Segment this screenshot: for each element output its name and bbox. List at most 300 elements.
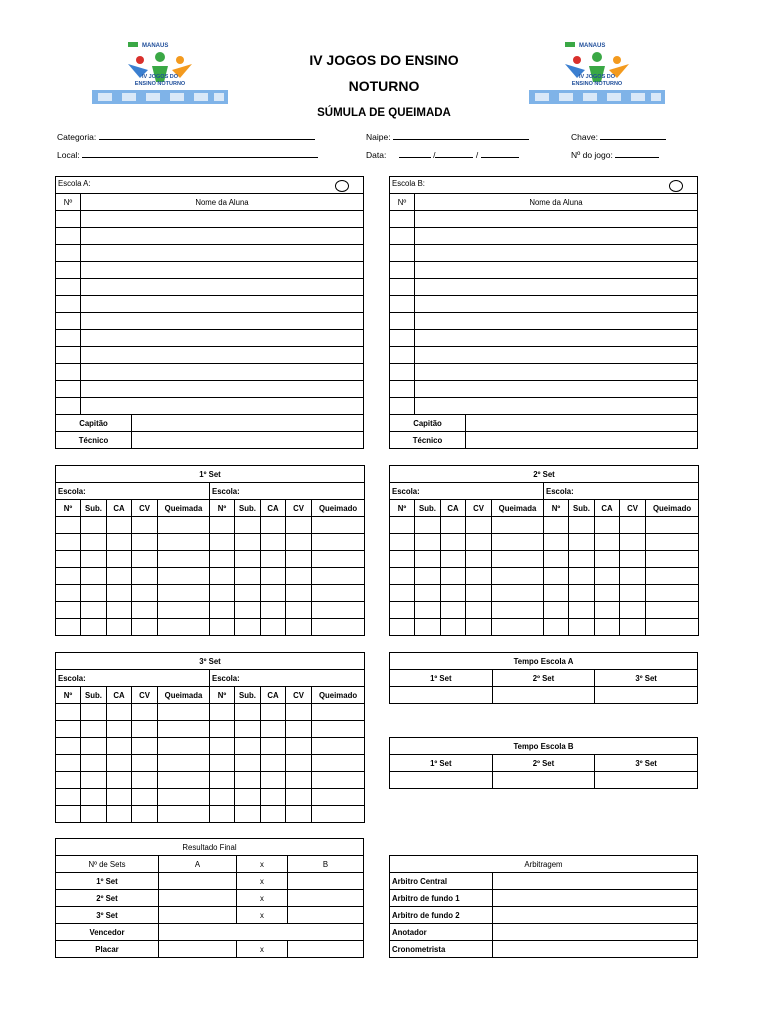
set2-entry-cell[interactable] [466, 517, 492, 534]
set3-entry-cell[interactable] [81, 789, 107, 806]
set2-entry-cell[interactable] [569, 517, 595, 534]
set2-entry-cell[interactable] [415, 568, 441, 585]
set1-entry-cell[interactable] [81, 534, 107, 551]
set3-entry-cell[interactable] [158, 789, 210, 806]
set3-entry-cell[interactable] [286, 806, 312, 823]
set3-entry-cell[interactable] [261, 738, 286, 755]
team-a-player-number-cell[interactable] [56, 211, 81, 228]
team-a-player-number-cell[interactable] [56, 381, 81, 398]
set2-entry-cell[interactable] [492, 568, 544, 585]
set3-entry-cell[interactable] [158, 806, 210, 823]
set2-entry-cell[interactable] [595, 602, 620, 619]
set3-school-right-label[interactable]: Escola: [210, 670, 365, 687]
set3-entry-cell[interactable] [235, 721, 261, 738]
team-b-player-name-cell[interactable] [415, 347, 698, 364]
set3-entry-cell[interactable] [81, 806, 107, 823]
set3-entry-cell[interactable] [210, 755, 235, 772]
set1-entry-cell[interactable] [56, 534, 81, 551]
set2-entry-cell[interactable] [620, 602, 646, 619]
team-b-marker-circle[interactable] [669, 180, 683, 192]
set2-entry-cell[interactable] [595, 551, 620, 568]
set3-entry-cell[interactable] [132, 721, 158, 738]
set3-entry-cell[interactable] [158, 738, 210, 755]
set1-entry-cell[interactable] [81, 551, 107, 568]
set2-entry-cell[interactable] [415, 517, 441, 534]
team-b-player-number-cell[interactable] [390, 228, 415, 245]
set3-entry-cell[interactable] [56, 789, 81, 806]
tempo-b-set3-cell[interactable] [595, 772, 698, 789]
set2-entry-cell[interactable] [466, 602, 492, 619]
set1-entry-cell[interactable] [81, 517, 107, 534]
set2-entry-cell[interactable] [646, 551, 699, 568]
team-a-player-name-cell[interactable] [81, 228, 364, 245]
team-b-player-number-cell[interactable] [390, 364, 415, 381]
set1-entry-cell[interactable] [132, 568, 158, 585]
naipe-field[interactable] [366, 131, 529, 142]
set2-entry-cell[interactable] [544, 568, 569, 585]
set1-entry-cell[interactable] [158, 602, 210, 619]
team-a-player-number-cell[interactable] [56, 330, 81, 347]
team-b-player-name-cell[interactable] [415, 228, 698, 245]
team-a-player-number-cell[interactable] [56, 313, 81, 330]
set2-entry-cell[interactable] [620, 585, 646, 602]
set3-entry-cell[interactable] [56, 772, 81, 789]
set1-entry-cell[interactable] [235, 568, 261, 585]
team-b-player-name-cell[interactable] [415, 262, 698, 279]
arbitragem-central-field[interactable] [493, 873, 698, 890]
team-b-player-number-cell[interactable] [390, 296, 415, 313]
set1-entry-cell[interactable] [261, 568, 286, 585]
team-a-header[interactable] [56, 177, 364, 194]
set3-entry-cell[interactable] [56, 704, 81, 721]
set2-entry-cell[interactable] [646, 534, 699, 551]
set1-entry-cell[interactable] [286, 517, 312, 534]
set2-entry-cell[interactable] [569, 619, 595, 636]
set3-entry-cell[interactable] [312, 721, 365, 738]
set2-entry-cell[interactable] [390, 517, 415, 534]
set2-entry-cell[interactable] [544, 619, 569, 636]
arbitragem-cronometrista-field[interactable] [493, 941, 698, 958]
set2-entry-cell[interactable] [544, 585, 569, 602]
team-b-player-number-cell[interactable] [390, 211, 415, 228]
set3-entry-cell[interactable] [235, 772, 261, 789]
set2-entry-cell[interactable] [466, 568, 492, 585]
set2-entry-cell[interactable] [441, 534, 466, 551]
resultado-set2-b[interactable] [288, 890, 364, 907]
set2-entry-cell[interactable] [441, 568, 466, 585]
set3-entry-cell[interactable] [158, 772, 210, 789]
set2-entry-cell[interactable] [466, 619, 492, 636]
arbitragem-anotador-field[interactable] [493, 924, 698, 941]
team-a-player-name-cell[interactable] [81, 330, 364, 347]
set2-entry-cell[interactable] [441, 551, 466, 568]
set2-entry-cell[interactable] [569, 585, 595, 602]
set2-entry-cell[interactable] [415, 551, 441, 568]
set2-entry-cell[interactable] [620, 568, 646, 585]
set1-entry-cell[interactable] [158, 551, 210, 568]
set3-entry-cell[interactable] [132, 704, 158, 721]
set1-entry-cell[interactable] [286, 551, 312, 568]
team-a-coach-field[interactable] [132, 432, 364, 449]
team-b-player-number-cell[interactable] [390, 313, 415, 330]
set3-entry-cell[interactable] [107, 755, 132, 772]
team-b-header[interactable] [390, 177, 698, 194]
team-a-player-number-cell[interactable] [56, 228, 81, 245]
set1-entry-cell[interactable] [158, 619, 210, 636]
set3-entry-cell[interactable] [132, 772, 158, 789]
set3-entry-cell[interactable] [286, 738, 312, 755]
set1-entry-cell[interactable] [56, 602, 81, 619]
set2-entry-cell[interactable] [544, 602, 569, 619]
team-a-player-number-cell[interactable] [56, 262, 81, 279]
set3-entry-cell[interactable] [312, 755, 365, 772]
set1-school-right-label[interactable]: Escola: [210, 483, 365, 500]
set3-entry-cell[interactable] [210, 721, 235, 738]
set3-entry-cell[interactable] [235, 806, 261, 823]
set3-entry-cell[interactable] [81, 772, 107, 789]
team-a-player-name-cell[interactable] [81, 347, 364, 364]
set3-entry-cell[interactable] [286, 789, 312, 806]
set3-entry-cell[interactable] [210, 789, 235, 806]
set2-entry-cell[interactable] [492, 602, 544, 619]
set2-school-left-label[interactable]: Escola: [390, 483, 544, 500]
team-b-player-name-cell[interactable] [415, 364, 698, 381]
set3-entry-cell[interactable] [235, 789, 261, 806]
team-a-player-number-cell[interactable] [56, 245, 81, 262]
tempo-b-set1-cell[interactable] [390, 772, 493, 789]
tempo-a-set2-cell[interactable] [492, 687, 595, 704]
set2-entry-cell[interactable] [466, 551, 492, 568]
set3-entry-cell[interactable] [312, 806, 365, 823]
resultado-set1-a[interactable] [159, 873, 237, 890]
set3-entry-cell[interactable] [158, 721, 210, 738]
set1-entry-cell[interactable] [158, 568, 210, 585]
set3-entry-cell[interactable] [286, 772, 312, 789]
set3-entry-cell[interactable] [158, 704, 210, 721]
team-b-player-name-cell[interactable] [415, 313, 698, 330]
team-a-player-name-cell[interactable] [81, 296, 364, 313]
set2-entry-cell[interactable] [595, 568, 620, 585]
tempo-b-set2-cell[interactable] [492, 772, 595, 789]
arbitragem-fundo-1-field[interactable] [493, 890, 698, 907]
set3-school-left-label[interactable]: Escola: [56, 670, 210, 687]
set3-entry-cell[interactable] [261, 721, 286, 738]
set1-entry-cell[interactable] [210, 602, 235, 619]
set1-entry-cell[interactable] [107, 517, 132, 534]
set2-entry-cell[interactable] [390, 585, 415, 602]
set3-entry-cell[interactable] [107, 772, 132, 789]
set3-entry-cell[interactable] [235, 755, 261, 772]
resultado-placar-b[interactable] [288, 941, 364, 958]
set3-entry-cell[interactable] [56, 806, 81, 823]
set1-entry-cell[interactable] [132, 585, 158, 602]
set1-entry-cell[interactable] [312, 534, 365, 551]
resultado-placar-a[interactable] [159, 941, 237, 958]
set3-entry-cell[interactable] [158, 755, 210, 772]
set2-entry-cell[interactable] [390, 602, 415, 619]
set1-entry-cell[interactable] [261, 551, 286, 568]
set3-entry-cell[interactable] [312, 738, 365, 755]
set3-entry-cell[interactable] [210, 772, 235, 789]
set1-entry-cell[interactable] [210, 619, 235, 636]
set2-entry-cell[interactable] [569, 534, 595, 551]
set1-entry-cell[interactable] [312, 551, 365, 568]
resultado-set3-a[interactable] [159, 907, 237, 924]
set1-entry-cell[interactable] [56, 568, 81, 585]
arbitragem-fundo-2-field[interactable] [493, 907, 698, 924]
set2-entry-cell[interactable] [441, 585, 466, 602]
set2-entry-cell[interactable] [544, 534, 569, 551]
set2-entry-cell[interactable] [415, 534, 441, 551]
set3-entry-cell[interactable] [286, 721, 312, 738]
set1-entry-cell[interactable] [235, 585, 261, 602]
set1-entry-cell[interactable] [312, 568, 365, 585]
team-b-player-name-cell[interactable] [415, 398, 698, 415]
set2-entry-cell[interactable] [492, 619, 544, 636]
team-b-player-name-cell[interactable] [415, 211, 698, 228]
set2-entry-cell[interactable] [466, 534, 492, 551]
resultado-set1-b[interactable] [288, 873, 364, 890]
set2-entry-cell[interactable] [441, 517, 466, 534]
set1-entry-cell[interactable] [132, 534, 158, 551]
team-b-player-name-cell[interactable] [415, 381, 698, 398]
set1-entry-cell[interactable] [261, 619, 286, 636]
categoria-field[interactable] [57, 131, 315, 142]
set1-entry-cell[interactable] [56, 551, 81, 568]
set2-entry-cell[interactable] [390, 568, 415, 585]
set3-entry-cell[interactable] [261, 772, 286, 789]
set1-school-left-label[interactable]: Escola: [56, 483, 210, 500]
set3-entry-cell[interactable] [56, 738, 81, 755]
set3-entry-cell[interactable] [235, 704, 261, 721]
team-a-player-name-cell[interactable] [81, 211, 364, 228]
set2-entry-cell[interactable] [620, 551, 646, 568]
team-b-player-number-cell[interactable] [390, 398, 415, 415]
set3-entry-cell[interactable] [210, 738, 235, 755]
set3-entry-cell[interactable] [235, 738, 261, 755]
set2-entry-cell[interactable] [544, 551, 569, 568]
team-a-marker-circle[interactable] [335, 180, 349, 192]
chave-field[interactable] [571, 131, 666, 142]
set2-entry-cell[interactable] [415, 602, 441, 619]
set1-entry-cell[interactable] [107, 568, 132, 585]
team-a-player-name-cell[interactable] [81, 279, 364, 296]
set2-entry-cell[interactable] [646, 568, 699, 585]
set3-entry-cell[interactable] [312, 772, 365, 789]
set1-entry-cell[interactable] [261, 585, 286, 602]
set2-school-right-label[interactable]: Escola: [544, 483, 699, 500]
set1-entry-cell[interactable] [81, 602, 107, 619]
set3-entry-cell[interactable] [81, 721, 107, 738]
set1-entry-cell[interactable] [261, 534, 286, 551]
set1-entry-cell[interactable] [158, 585, 210, 602]
set2-entry-cell[interactable] [492, 551, 544, 568]
team-a-player-name-cell[interactable] [81, 364, 364, 381]
resultado-set3-b[interactable] [288, 907, 364, 924]
set2-entry-cell[interactable] [595, 534, 620, 551]
set3-entry-cell[interactable] [261, 806, 286, 823]
team-a-player-name-cell[interactable] [81, 262, 364, 279]
set2-entry-cell[interactable] [415, 585, 441, 602]
set2-entry-cell[interactable] [595, 585, 620, 602]
team-b-player-number-cell[interactable] [390, 347, 415, 364]
team-a-player-number-cell[interactable] [56, 398, 81, 415]
set3-entry-cell[interactable] [312, 704, 365, 721]
team-b-player-name-cell[interactable] [415, 296, 698, 313]
set2-entry-cell[interactable] [492, 517, 544, 534]
set1-entry-cell[interactable] [81, 619, 107, 636]
resultado-set2-a[interactable] [159, 890, 237, 907]
team-b-captain-field[interactable] [466, 415, 698, 432]
set1-entry-cell[interactable] [312, 585, 365, 602]
set1-entry-cell[interactable] [261, 602, 286, 619]
set3-entry-cell[interactable] [56, 755, 81, 772]
set1-entry-cell[interactable] [132, 517, 158, 534]
team-a-captain-field[interactable] [132, 415, 364, 432]
set1-entry-cell[interactable] [286, 585, 312, 602]
set2-entry-cell[interactable] [492, 534, 544, 551]
team-a-player-name-cell[interactable] [81, 381, 364, 398]
team-a-player-name-cell[interactable] [81, 313, 364, 330]
team-b-coach-field[interactable] [466, 432, 698, 449]
set1-entry-cell[interactable] [312, 619, 365, 636]
set2-entry-cell[interactable] [569, 568, 595, 585]
team-b-player-number-cell[interactable] [390, 245, 415, 262]
set3-entry-row [56, 721, 365, 738]
set1-entry-cell[interactable] [107, 585, 132, 602]
set3-entry-cell[interactable] [132, 755, 158, 772]
set3-entry-cell[interactable] [81, 755, 107, 772]
set1-entry-cell[interactable] [107, 534, 132, 551]
set3-entry-cell[interactable] [81, 738, 107, 755]
set1-entry-cell[interactable] [286, 568, 312, 585]
set3-entry-cell[interactable] [286, 704, 312, 721]
team-b-player-name-cell[interactable] [415, 330, 698, 347]
set3-entry-cell[interactable] [107, 721, 132, 738]
set1-entry-cell[interactable] [132, 551, 158, 568]
set2-entry-cell[interactable] [646, 602, 699, 619]
set2-entry-cell[interactable] [620, 534, 646, 551]
team-a-player-name-cell[interactable] [81, 245, 364, 262]
set1-entry-cell[interactable] [210, 585, 235, 602]
set1-entry-cell[interactable] [210, 568, 235, 585]
set3-entry-cell[interactable] [107, 704, 132, 721]
set1-entry-cell[interactable] [210, 551, 235, 568]
jogo-field[interactable] [571, 149, 659, 160]
set2-entry-cell[interactable] [620, 517, 646, 534]
set2-entry-cell[interactable] [441, 602, 466, 619]
set1-entry-cell[interactable] [312, 517, 365, 534]
tempo-a-set1-cell[interactable] [390, 687, 493, 704]
set1-entry-cell[interactable] [132, 602, 158, 619]
set3-entry-cell[interactable] [107, 738, 132, 755]
set3-entry-cell[interactable] [132, 806, 158, 823]
set2-entry-cell[interactable] [646, 585, 699, 602]
set3-entry-cell[interactable] [312, 789, 365, 806]
set2-entry-cell[interactable] [390, 619, 415, 636]
set1-entry-row [56, 517, 365, 534]
set2-entry-cell[interactable] [390, 551, 415, 568]
set2-entry-cell[interactable] [569, 602, 595, 619]
set1-entry-cell[interactable] [235, 619, 261, 636]
set1-entry-cell[interactable] [81, 585, 107, 602]
set1-entry-cell[interactable] [107, 602, 132, 619]
set2-entry-cell[interactable] [466, 585, 492, 602]
set3-entry-cell[interactable] [261, 789, 286, 806]
team-b-player-name-cell[interactable] [415, 279, 698, 296]
set2-entry-cell[interactable] [646, 517, 699, 534]
team-b-player-number-cell[interactable] [390, 330, 415, 347]
set1-entry-cell[interactable] [56, 619, 81, 636]
set1-entry-cell[interactable] [132, 619, 158, 636]
set1-entry-cell[interactable] [261, 517, 286, 534]
set2-entry-cell[interactable] [620, 619, 646, 636]
set2-entry-cell[interactable] [569, 551, 595, 568]
set1-entry-cell[interactable] [107, 551, 132, 568]
set3-entry-cell[interactable] [132, 738, 158, 755]
set1-entry-cell[interactable] [210, 534, 235, 551]
team-b-player-number-cell[interactable] [390, 381, 415, 398]
set1-entry-cell[interactable] [286, 534, 312, 551]
tempo-a-set3-cell[interactable] [595, 687, 698, 704]
set1-entry-cell[interactable] [235, 551, 261, 568]
set3-entry-cell[interactable] [210, 806, 235, 823]
set1-entry-cell[interactable] [286, 619, 312, 636]
set1-entry-cell[interactable] [286, 602, 312, 619]
team-a-player-number-cell[interactable] [56, 347, 81, 364]
team-a-player-number-cell[interactable] [56, 296, 81, 313]
set1-entry-cell[interactable] [312, 602, 365, 619]
set3-entry-cell[interactable] [210, 704, 235, 721]
set3-entry-cell[interactable] [286, 755, 312, 772]
team-b-player-number-cell[interactable] [390, 262, 415, 279]
team-a-player-number-cell[interactable] [56, 364, 81, 381]
set1-entry-cell[interactable] [56, 585, 81, 602]
set2-entry-cell[interactable] [595, 517, 620, 534]
set2-entry-cell[interactable] [595, 619, 620, 636]
set1-entry-cell[interactable] [158, 517, 210, 534]
set1-entry-cell[interactable] [56, 517, 81, 534]
set1-entry-cell[interactable] [210, 517, 235, 534]
set2-entry-cell[interactable] [646, 619, 699, 636]
team-b-player-name-cell[interactable] [415, 245, 698, 262]
set3-entry-cell[interactable] [132, 789, 158, 806]
set2-entry-cell[interactable] [390, 534, 415, 551]
set3-entry-cell[interactable] [107, 789, 132, 806]
set2-entry-cell[interactable] [441, 619, 466, 636]
set1-entry-cell[interactable] [235, 534, 261, 551]
local-field[interactable] [57, 149, 318, 160]
set1-entry-cell[interactable] [158, 534, 210, 551]
data-field[interactable] [366, 149, 519, 160]
set3-entry-cell[interactable] [81, 704, 107, 721]
set3-entry-cell[interactable] [261, 755, 286, 772]
set3-entry-cell[interactable] [56, 721, 81, 738]
set1-entry-cell[interactable] [81, 568, 107, 585]
set1-entry-cell[interactable] [235, 517, 261, 534]
team-a-player-number-cell[interactable] [56, 279, 81, 296]
set3-entry-cell[interactable] [261, 704, 286, 721]
set3-entry-cell[interactable] [107, 806, 132, 823]
set1-entry-cell[interactable] [235, 602, 261, 619]
set1-entry-cell[interactable] [107, 619, 132, 636]
set2-entry-cell[interactable] [415, 619, 441, 636]
resultado-vencedor-field[interactable] [159, 924, 364, 941]
team-a-player-name-cell[interactable] [81, 398, 364, 415]
set2-entry-cell[interactable] [492, 585, 544, 602]
team-b-player-number-cell[interactable] [390, 279, 415, 296]
set2-entry-cell[interactable] [544, 517, 569, 534]
